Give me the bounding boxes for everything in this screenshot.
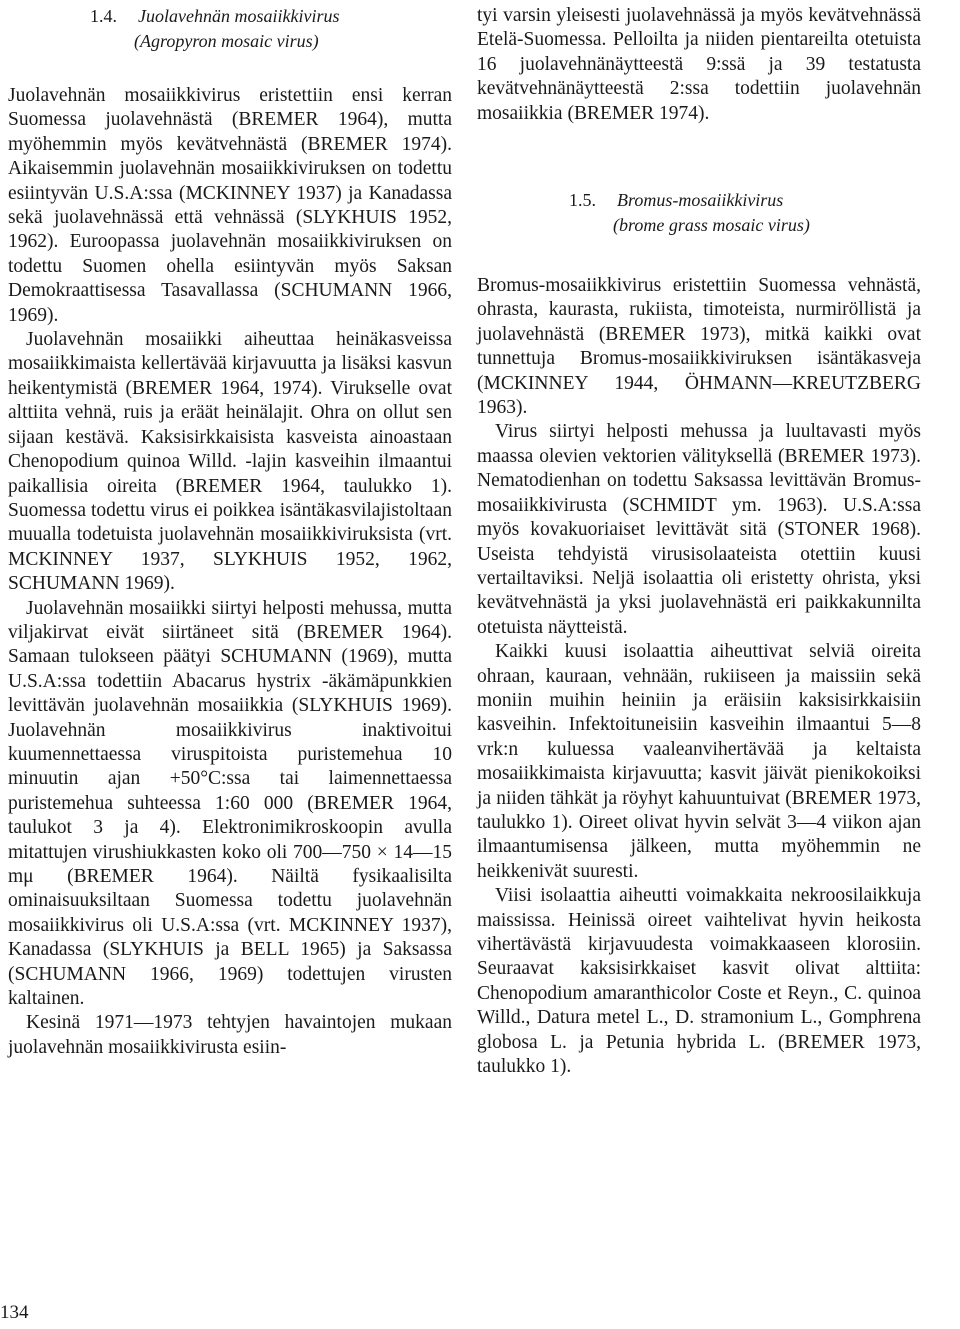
paragraph: Kaikki kuusi isolaattia aiheuttivat selviä oireita ohraan, kauraan, vehnään, rukiiseen ja maissiin sekä moniin muihin heiniin ja eräisiin kaksisirkkaisiin kasveihin. Infektoituneisiin kasveihin ilmaantui 5—8 vrk:n kuluessa vaaleanvihertävää ja keltaista mosaiikkimaista kirjavuutta; kasvit jäivät pienikokoiksi ja niiden tähkät ja röyhyt kahuuntuivat (BREMER 1973, taulukko 1). Oireet olivat hyvin selvät 3—4 viikon ajan ilmaantumisensa jälkeen, mutta myöhemmin ne heikkenivät suuresti. xyxy=(477,641,921,882)
page-number: 134 xyxy=(0,1302,29,1323)
paragraph: Juolavehnän mosaiikki siirtyi helposti mehussa, mutta viljakirvat eivät siirtäneet sitä (BREMER 1964). Samaan tulokseen päätyi SCHUMANN (1969), mutta U.S.A:ssa todettiin Abacarus hystrix -äkämäpunkkien levittävän juolavehnän mosaiikkia (SLYKHUIS 1969). Juolavehnän mosaiikkivirus inaktivoitui kuumennettaessa viruspitoista puristemehua 10 minuutin ajan +50°C:ssa tai laimennettaessa puristemehua suhteessa 1:60 000 (BREMER 1964, taulukot 3 ja 4). Elektronimikroskoopin avulla mitattujen virushiukkasten koko oli 700—750 × 14—15 mμ (BREMER 1964). Näiltä fysikaalisilta ominaisuuksiltaan Suomessa todettu juolavehnän mosaiikkivirus oli U.S.A:ssa (vrt. MCKINNEY 1937), Kanadassa (SLYKHUIS ja BELL 1965) ja Saksassa (SCHUMANN 1966, 1969) todettujen virusten kaltainen. xyxy=(8,597,452,1010)
paragraph: Bromus-mosaiikkivirus eristettiin Suomessa vehnästä, ohrasta, kaurasta, rukiista, timoteista, nurmiröllistä ja juolavehnästä (BREMER 1973), mitkä kaikki ovat tunnettuja Bromus-mosaiikkiviruksen isäntäkasveja (MCKINNEY 1944, ÖHMANN—KREUTZBERG 1963). xyxy=(477,275,921,419)
section-title: Bromus-mosaiikkivirus xyxy=(617,190,784,211)
left-column xyxy=(8,0,452,1060)
section-latin-name: (brome grass mosaic virus) xyxy=(613,215,810,236)
paragraph: Juolavehnän mosaiikki aiheuttaa heinäkasveissa mosaiikkimaista kellertävää kirjavuutta ja lisäksi kasvun heikentymistä (BREMER 1964, 1974). Virukselle ovat alttiita vehnä, ruis ja eräät heinälajit. Ohra on ollut sen sijaan kestävä. Kaksisirkkaisista kasveista ainoastaan Chenopodium quinoa Willd. -lajin kasveihin ilmaantui paikallisia oireita (BREMER 1964, taulukko 1). Suomessa todettu virus ei poikkea isäntäkasvilajistoltaan muualla todetuista juolavehnän mosaiikkiviruksista (vrt. MCKINNEY 1937, SLYKHUIS 1952, 1962, SCHUMANN 1969). xyxy=(8,329,452,595)
section-number: 1.5. xyxy=(569,190,596,211)
section-latin-name: (Agropyron mosaic virus) xyxy=(134,31,319,51)
section-title: Juolavehnän mosaiikkivirus xyxy=(138,6,340,26)
right-column xyxy=(477,0,921,1079)
paragraph-continuation: tyi varsin yleisesti juolavehnässä ja myös kevätvehnässä Etelä-Suomessa. Pelloilta ja niiden pientareilta otetuista 16 juolavehnänäytteestä 9:ssä ja 39 testatusta kevätvehnänäytteestä 2:ssa todettiin juolavehnän mosaiikkia (BREMER 1974). xyxy=(477,5,921,124)
section-number: 1.4. xyxy=(90,6,117,26)
section-heading-1-4 xyxy=(8,4,452,54)
paragraph: Viisi isolaattia aiheutti voimakkaita nekroosilaikkuja maississa. Heinissä oireet vaihtelivat hyvin heikosta vihertävästä kirjavuudesta voimakkaaseen klorosiin. Seuraavat kaksisirkkaiset kasvit olivat alttiita: Chenopodium amaranthicolor Coste et Reyn., C. quinoa Willd., Datura metel L., D. stramonium L., Gomphrena globosa L. ja Petunia hybrida L. (BREMER 1973, taulukko 1). xyxy=(477,885,921,1078)
paragraph: Virus siirtyi helposti mehussa ja luultavasti myös maassa olevien vektorien välityksellä (BREMER 1973). Nematodienhan on todettu Saksassa levittävän Bromus-mosaiikkivirusta (SCHMIDT ym. 1963). U.S.A:ssa myös kovakuoriaiset levittävät sitä (STONER 1968). Useista tehdyistä virusisolaateista otettiin kuusi vertailtaviksi. Neljä isolaattia oli eristetty ohrista, yksi kevätvehnästä ja yksi juolavehnästä eri paikkakunnilta otetuista näytteistä. xyxy=(477,421,921,638)
section-heading-1-5 xyxy=(477,188,921,238)
paragraph: Juolavehnän mosaiikkivirus eristettiin ensi kerran Suomessa juolavehnästä (BREMER 1964), mutta myöhemmin myös kevätvehnästä (BREMER 1974). Aikaisemmin juolavehnän mosaiikkiviruksen on todettu esiintyvän U.S.A:ssa (MCKINNEY 1937) ja Kanadassa sekä juolavehnässä että vehnässä (SLYKHUIS 1952, 1962). Euroopassa juolavehnän mosaiikkiviruksen on todettu Suomen ohella esiintyvän myös Saksan Demokraattisessa Tasavallassa (SCHUMANN 1966, 1969). xyxy=(8,85,452,326)
paragraph: Kesinä 1971—1973 tehtyjen havaintojen mukaan juolavehnän mosaiikkivirusta esiin- xyxy=(8,1012,452,1058)
